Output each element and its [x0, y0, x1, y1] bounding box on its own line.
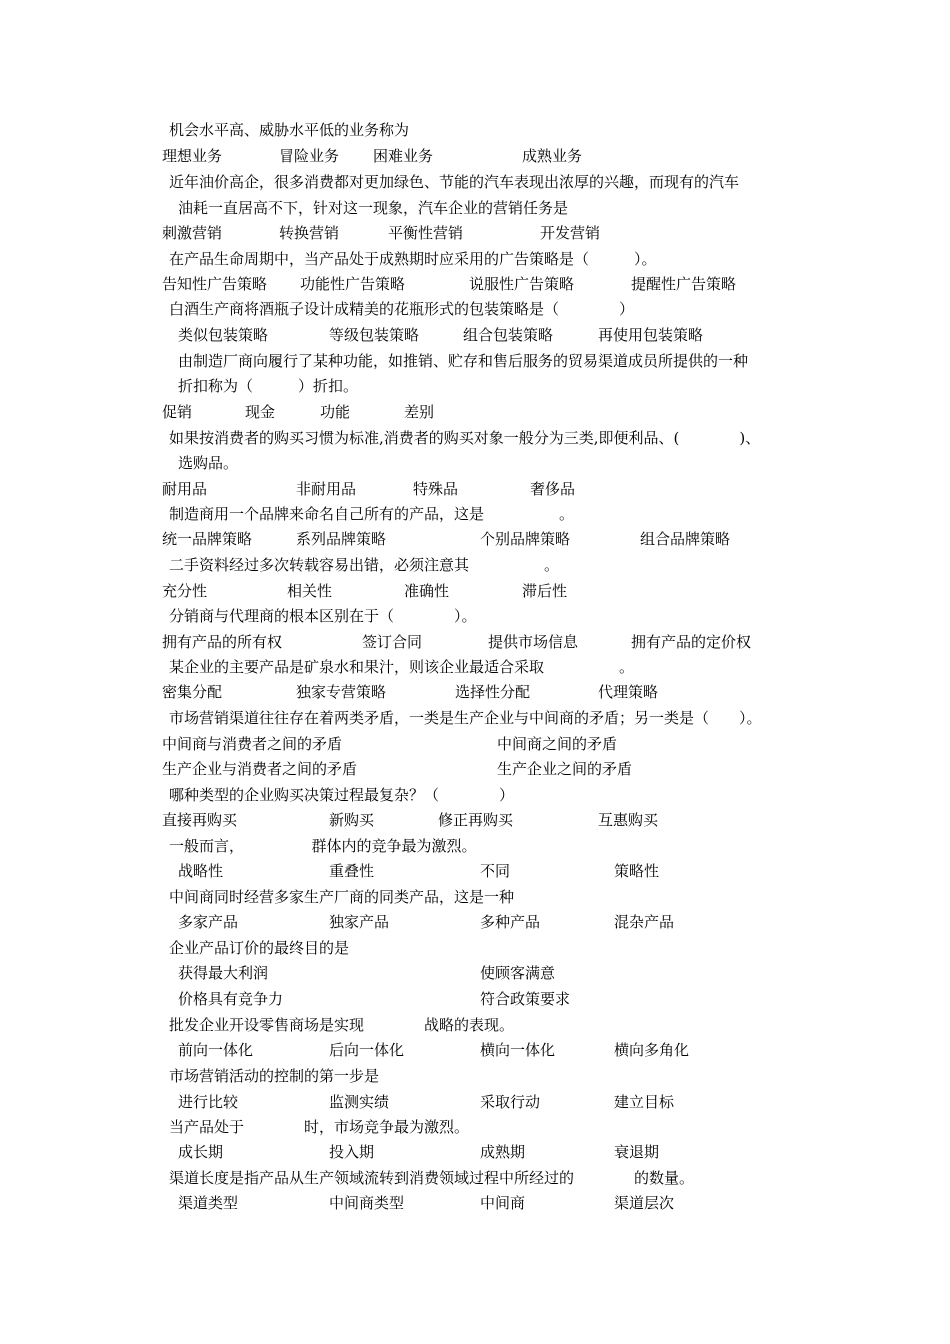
- option-c: 多种产品: [480, 913, 541, 931]
- question-stem: 制造商用一个品牌来命名自己所有的产品，这是 。: [169, 505, 575, 523]
- question-stem: 市场营销渠道往往存在着两类矛盾，一类是生产企业与中间商的矛盾；另一类是（ ）。: [169, 709, 762, 727]
- option-a: 理想业务: [162, 147, 223, 165]
- option-d: 符合政策要求: [480, 990, 571, 1008]
- question-stem: 哪种类型的企业购买决策过程最复杂？（ ）: [169, 786, 515, 804]
- option-a: 成长期: [178, 1143, 224, 1161]
- option-b: 监测实绩: [329, 1093, 390, 1111]
- question-stem: 分销商与代理商的根本区别在于（ ）。: [169, 607, 477, 625]
- option-a: 获得最大利润: [178, 964, 269, 982]
- option-d: 成熟业务: [522, 147, 583, 165]
- question-stem: 一般而言， 群体内的竞争最为激烈。: [169, 837, 477, 855]
- option-d: 代理策略: [598, 683, 659, 701]
- option-b: 现金: [245, 403, 276, 421]
- option-c: 说服性广告策略: [469, 275, 575, 293]
- option-c: 生产企业与消费者之间的矛盾: [162, 760, 358, 778]
- option-d: 建立目标: [614, 1093, 675, 1111]
- option-a: 战略性: [178, 862, 224, 880]
- option-d: 提醒性广告策略: [631, 275, 737, 293]
- option-a: 刺激营销: [162, 224, 223, 242]
- option-b: 独家专营策略: [296, 683, 387, 701]
- option-a: 前向一体化: [178, 1041, 254, 1059]
- option-d: 策略性: [614, 862, 660, 880]
- option-a: 进行比较: [178, 1093, 239, 1111]
- question-stem: 在产品生命周期中，当产品处于成熟期时应采用的广告策略是（ ）。: [169, 250, 657, 268]
- question-stem: 当产品处于 时，市场竞争最为激烈。: [169, 1118, 470, 1136]
- question-stem: 近年油价高企，很多消费都对更加绿色、节能的汽车表现出浓厚的兴趣，而现有的汽车: [169, 173, 740, 191]
- option-c: 特殊品: [413, 480, 459, 498]
- question-stem: 由制造厂商向履行了某种功能，如推销、贮存和售后服务的贸易渠道成员所提供的一种: [178, 352, 749, 370]
- option-b: 功能性广告策略: [300, 275, 406, 293]
- option-c: 采取行动: [480, 1093, 541, 1111]
- option-a: 多家产品: [178, 913, 239, 931]
- option-a: 密集分配: [162, 683, 223, 701]
- option-b: 等级包装策略: [329, 326, 420, 344]
- option-d: 组合品牌策略: [640, 530, 731, 548]
- option-b: 投入期: [329, 1143, 375, 1161]
- option-d: 开发营销: [540, 224, 601, 242]
- question-stem: 渠道长度是指产品从生产领域流转到消费领域过程中所经过的 的数量。: [169, 1169, 695, 1187]
- option-c: 准确性: [404, 582, 450, 600]
- option-a: 充分性: [162, 582, 208, 600]
- question-stem-continued: 折扣称为（ ）折扣。: [178, 377, 359, 395]
- question-stem: 市场营销活动的控制的第一步是: [169, 1067, 380, 1085]
- option-d: 差别: [404, 403, 435, 421]
- option-b: 系列品牌策略: [296, 530, 387, 548]
- option-d: 混杂产品: [614, 913, 675, 931]
- option-c: 提供市场信息: [488, 633, 579, 651]
- option-d: 衰退期: [614, 1143, 660, 1161]
- option-a: 中间商与消费者之间的矛盾: [162, 735, 343, 753]
- option-b: 中间商之间的矛盾: [497, 735, 618, 753]
- question-stem: 中间商同时经营多家生产厂商的同类产品，这是一种: [169, 888, 515, 906]
- question-stem: 机会水平高、威胁水平低的业务称为: [169, 121, 410, 139]
- option-d: 奢侈品: [530, 480, 576, 498]
- question-stem-continued: 油耗一直居高不下，针对这一现象，汽车企业的营销任务是: [178, 199, 569, 217]
- option-b: 新购买: [329, 811, 375, 829]
- question-stem: 企业产品订价的最终目的是: [169, 939, 350, 957]
- option-a: 告知性广告策略: [162, 275, 268, 293]
- option-d: 横向多角化: [614, 1041, 690, 1059]
- option-b: 独家产品: [329, 913, 390, 931]
- option-d: 生产企业之间的矛盾: [497, 760, 633, 778]
- option-c: 横向一体化: [480, 1041, 556, 1059]
- option-c: 中间商: [480, 1194, 526, 1212]
- question-stem: 某企业的主要产品是矿泉水和果汁，则该企业最适合采取 。: [169, 658, 635, 676]
- option-a: 耐用品: [162, 480, 208, 498]
- option-c: 修正再购买: [438, 811, 514, 829]
- option-b: 非耐用品: [296, 480, 357, 498]
- option-c: 困难业务: [373, 147, 434, 165]
- question-stem: 如果按消费者的购买习惯为标准,消费者的购买对象一般分为三类,即便利品、( )、: [169, 429, 761, 447]
- option-a: 类似包装策略: [178, 326, 269, 344]
- option-b: 相关性: [287, 582, 333, 600]
- question-stem-continued: 选购品。: [178, 454, 239, 472]
- option-c: 功能: [320, 403, 351, 421]
- option-c: 成熟期: [480, 1143, 526, 1161]
- option-b: 使顾客满意: [480, 964, 556, 982]
- option-c: 个别品牌策略: [480, 530, 571, 548]
- option-b: 中间商类型: [329, 1194, 405, 1212]
- option-a: 拥有产品的所有权: [162, 633, 283, 651]
- option-a: 直接再购买: [162, 811, 238, 829]
- option-a: 统一品牌策略: [162, 530, 253, 548]
- option-a: 促销: [162, 403, 193, 421]
- option-d: 渠道层次: [614, 1194, 675, 1212]
- option-b: 冒险业务: [279, 147, 340, 165]
- option-b: 后向一体化: [329, 1041, 405, 1059]
- question-stem: 批发企业开设零售商场是实现 战略的表现。: [169, 1016, 515, 1034]
- option-d: 滞后性: [522, 582, 568, 600]
- option-b: 转换营销: [279, 224, 340, 242]
- option-c: 组合包装策略: [463, 326, 554, 344]
- option-c: 不同: [480, 862, 511, 880]
- option-d: 互惠购买: [598, 811, 659, 829]
- option-d: 再使用包装策略: [598, 326, 704, 344]
- option-c: 平衡性营销: [388, 224, 464, 242]
- option-d: 拥有产品的定价权: [631, 633, 752, 651]
- option-b: 重叠性: [329, 862, 375, 880]
- option-c: 选择性分配: [455, 683, 531, 701]
- option-b: 签订合同: [362, 633, 423, 651]
- question-stem: 白酒生产商将酒瓶子设计成精美的花瓶形式的包装策略是（ ）: [169, 300, 635, 318]
- question-stem: 二手资料经过多次转载容易出错，必须注意其 。: [169, 556, 560, 574]
- option-c: 价格具有竞争力: [178, 990, 284, 1008]
- option-a: 渠道类型: [178, 1194, 239, 1212]
